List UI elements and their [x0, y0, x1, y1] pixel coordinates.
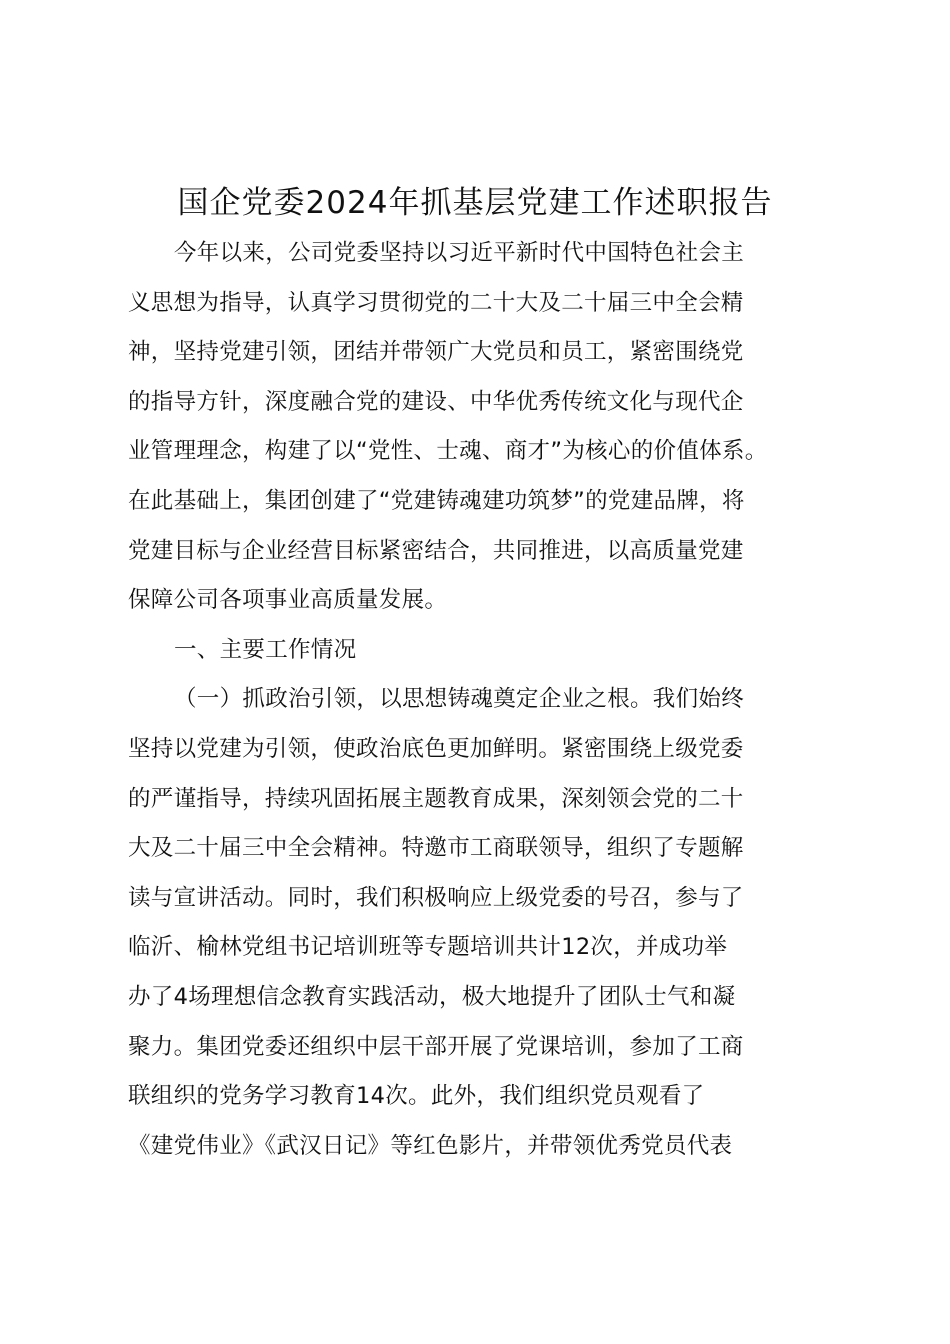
- paragraph-line: 办了4场理想信念教育实践活动，极大地提升了团队士气和凝: [128, 983, 736, 1010]
- paragraph-line: 保障公司各项事业高质量发展。: [128, 587, 448, 614]
- paragraph-line: （一）抓政治引领，以思想铸魂奠定企业之根。我们始终: [174, 686, 745, 713]
- paragraph-line: 神，坚持党建引领，团结并带领广大党员和员工，紧密围绕党: [128, 339, 744, 366]
- paragraph-line: 《建党伟业》《武汉日记》等红色影片，并带领优秀党员代表: [128, 1132, 733, 1159]
- paragraph-line: 读与宣讲活动。同时，我们积极响应上级党委的号召，参与了: [128, 884, 744, 911]
- document-title: 国企党委2024年抓基层党建工作述职报告: [177, 185, 773, 221]
- paragraph-line: 业管理理念，构建了以“党性、士魂、商才”为核心的价值体系。: [128, 438, 768, 465]
- section-heading: 一、主要工作情况: [174, 636, 357, 663]
- paragraph-line: 义思想为指导，认真学习贯彻党的二十大及二十届三中全会精: [128, 289, 744, 316]
- paragraph-line: 坚持以党建为引领，使政治底色更加鲜明。紧密围绕上级党委: [128, 735, 744, 762]
- paragraph-line: 聚力。集团党委还组织中层干部开展了党课培训，参加了工商: [128, 1033, 744, 1060]
- paragraph-line: 联组织的党务学习教育14次。此外，我们组织党员观看了: [128, 1083, 705, 1110]
- paragraph-line: 的指导方针，深度融合党的建设、中华优秀传统文化与现代企: [128, 388, 744, 415]
- paragraph-line: 在此基础上，集团创建了“党建铸魂建功筑梦”的党建品牌，将: [128, 487, 745, 514]
- paragraph-line: 的严谨指导，持续巩固拓展主题教育成果，深刻领会党的二十: [128, 785, 744, 812]
- paragraph-line: 临沂、榆林党组书记培训班等专题培训共计12次，并成功举: [128, 934, 728, 961]
- paragraph-line: 今年以来，公司党委坚持以习近平新时代中国特色社会主: [174, 240, 745, 266]
- paragraph-line: 大及二十届三中全会精神。特邀市工商联领导，组织了专题解: [128, 835, 744, 862]
- paragraph-line: 党建目标与企业经营目标紧密结合，共同推进，以高质量党建: [128, 537, 744, 564]
- document-body: [128, 229, 838, 1171]
